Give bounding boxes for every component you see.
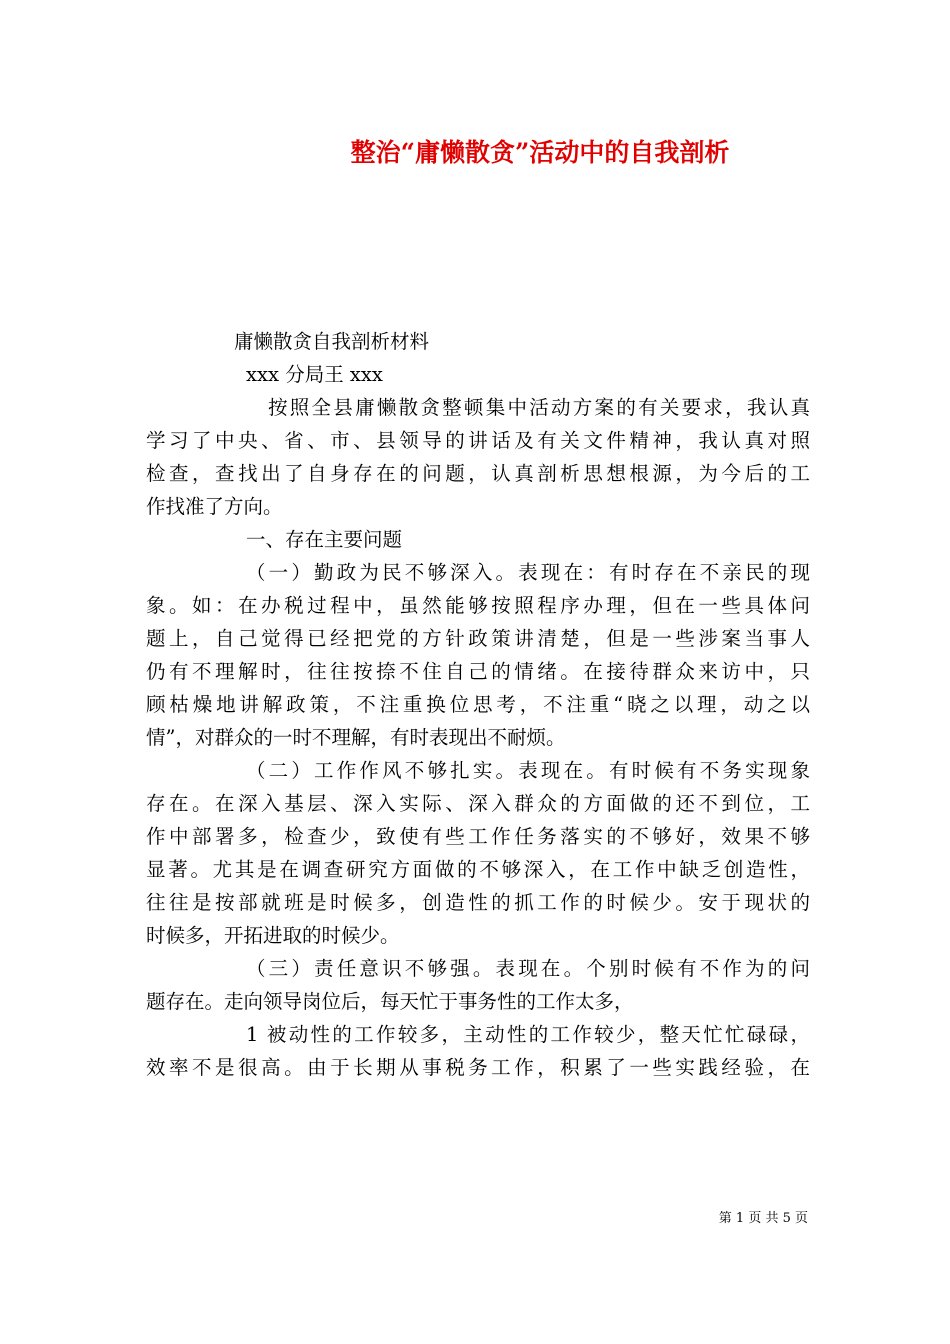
document-title: 整治“庸懒散贪”活动中的自我剖析 <box>350 138 730 167</box>
item2-line: 存在。在深入基层、深入实际、深入群众的方面做的还不到位，工 <box>146 792 810 815</box>
intro-line: 作找准了方向。 <box>146 495 283 518</box>
document-subtitle: 庸懒散贪自我剖析材料 <box>234 330 430 353</box>
item2-line: 显著。尤其是在调查研究方面做的不够深入，在工作中缺乏创造性， <box>146 858 810 881</box>
intro-line: 学习了中央、省、市、县领导的讲话及有关文件精神，我认真对照 <box>146 429 810 452</box>
item3-line: （三）责任意识不够强。表现在。个别时候有不作为的问 <box>246 957 810 980</box>
item3-line: 题存在。走向领导岗位后，每天忙于事务性的工作太多， <box>146 990 634 1013</box>
item2-line: 往往是按部就班是时候多，创造性的抓工作的时候少。安于现状的 <box>146 891 810 914</box>
intro-line: 检查，查找出了自身存在的问题，认真剖析思想根源，为今后的工 <box>146 462 810 485</box>
page-footer: 第 1 页 共 5 页 <box>718 1211 808 1226</box>
fragment-line: 1 被动性的工作较多，主动性的工作较少，整天忙忙碌碌， <box>246 1023 810 1046</box>
section-heading: 一、存在主要问题 <box>246 528 403 551</box>
intro-line: 按照全县庸懒散贪整顿集中活动方案的有关要求，我认真 <box>268 396 810 419</box>
item1-line: 顾枯燥地讲解政策，不注重换位思考，不注重“晓之以理，动之以 <box>146 693 810 716</box>
item1-line: 题上，自己觉得已经把党的方针政策讲清楚，但是一些涉案当事人 <box>146 627 810 650</box>
document-author: xxx 分局王 xxx <box>246 363 383 386</box>
item2-line: 时候多，开拓进取的时候少。 <box>146 924 400 947</box>
item1-line: 情”，对群众的一时不理解，有时表现出不耐烦。 <box>146 726 566 749</box>
item1-line: 仍有不理解时，往往按捺不住自己的情绪。在接待群众来访中，只 <box>146 660 810 683</box>
item2-line: 作中部署多，检查少，致使有些工作任务落实的不够好，效果不够 <box>146 825 810 848</box>
fragment-line: 效率不是很高。由于长期从事税务工作，积累了一些实践经验，在 <box>146 1056 810 1079</box>
item1-line: 象。如：在办税过程中，虽然能够按照程序办理，但在一些具体问 <box>146 594 810 617</box>
document-body <box>146 325 810 1084</box>
item2-line: （二）工作作风不够扎实。表现在。有时候有不务实现象 <box>246 759 810 782</box>
item1-line: （一）勤政为民不够深入。表现在：有时存在不亲民的现 <box>246 561 810 584</box>
